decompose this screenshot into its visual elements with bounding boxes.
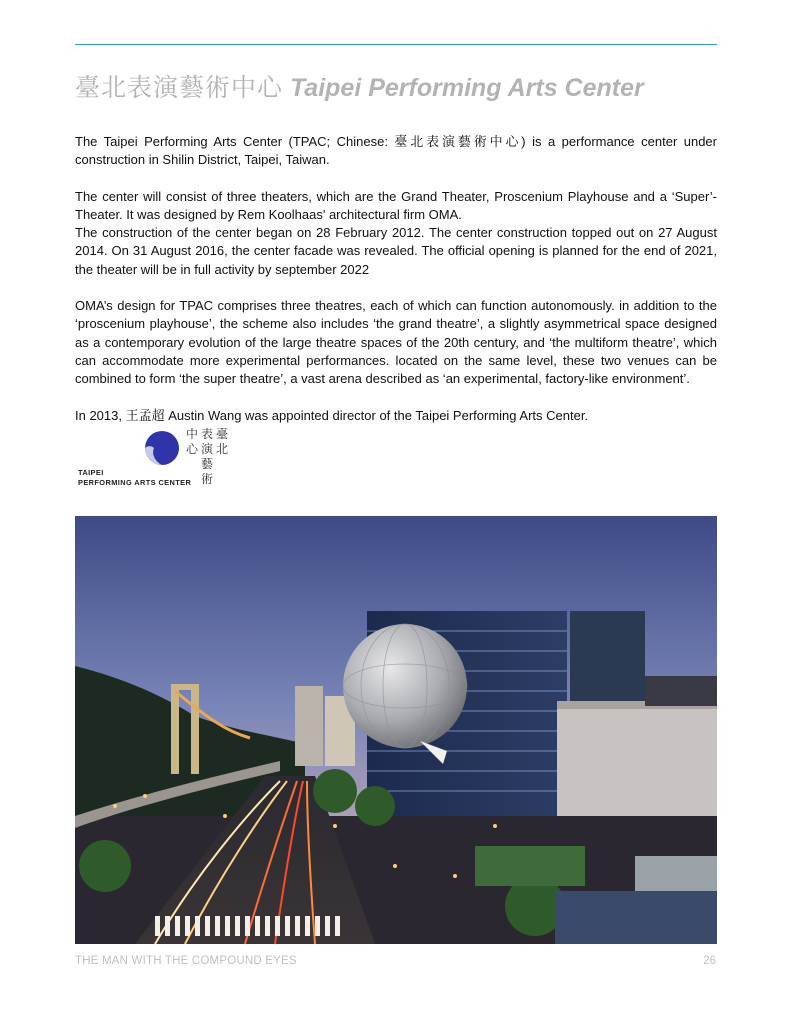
- logo-wordmark: [78, 468, 191, 488]
- paragraph-theaters: The center will consist of three theaters, which are the Grand Theater, Proscenium Playhouse and a ‘Super’-Theater. It was designed by Rem Koolhaas' architectural firm OMA.: [75, 188, 717, 222]
- article-body: [75, 133, 717, 443]
- header-rule: [75, 44, 717, 45]
- page-title-chinese: 臺北表演藝術中心: [75, 73, 284, 102]
- logo-char: 術: [200, 472, 213, 486]
- footer-page-number: 26: [703, 955, 716, 967]
- logo-char: 藝: [200, 457, 213, 471]
- logo-char: 臺: [215, 427, 228, 441]
- logo-line-taipei: TAIPEI: [78, 468, 104, 477]
- tpac-night-photo: [75, 516, 717, 944]
- logo-mark-icon: [142, 428, 182, 468]
- paragraph-intro: The Taipei Performing Arts Center (TPAC; Chinese: 臺北表演藝術中心) is a performance center under construction in Shilin District, Taipei, Taiwan.: [75, 134, 717, 168]
- logo-char: 北: [215, 442, 228, 456]
- logo-char: 心: [185, 442, 198, 456]
- paragraph-director: In 2013, 王孟超 Austin Wang was appointed director of the Taipei Performing Arts Center.: [75, 407, 589, 423]
- building-photo-illustration: [75, 516, 717, 944]
- logo-line-pac: PERFORMING ARTS CENTER: [78, 478, 192, 487]
- logo-char: 演: [200, 442, 213, 456]
- tpac-logo: [75, 425, 245, 495]
- footer-book-title: THE MAN WITH THE COMPOUND EYES: [75, 955, 297, 967]
- paragraph-construction: The construction of the center began on 28 February 2012. The center construction topped out on 27 August 2014. On 31 August 2016, the center facade was revealed. The official opening is planned for the end of 2021, the theater will be in full activity by september 2022: [75, 225, 717, 277]
- page-title: [75, 70, 735, 106]
- logo-char: 中: [185, 427, 198, 441]
- paragraph-oma-design: OMA’s design for TPAC comprises three theatres, each of which can function autonomously. in addition to the ‘proscenium playhouse’, the scheme also includes ‘the grand theatre’, a slightly asymmetrical space designed as a contemporary evolution of the large theatre spaces of the 20th century, and ‘the multiform theatre’, which can accommodate more experimental performances. located on the same level, these two venues can be combined to form ‘the super theatre’, a vast arena described as ‘an experimental, factory-like environment’.: [75, 298, 717, 387]
- logo-char: 表: [200, 427, 213, 441]
- page-title-english: Taipei Performing Arts Center: [289, 74, 644, 102]
